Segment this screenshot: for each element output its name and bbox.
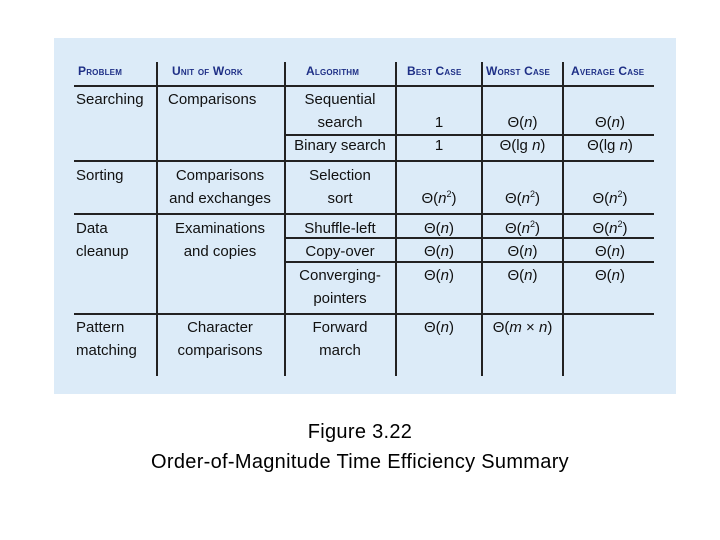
unit-examinations-1: Examinations <box>174 220 266 237</box>
worst-shuffle-left: $\Theta(n^2)$ <box>504 219 541 237</box>
best-sequential: 1 <box>434 114 444 131</box>
best-shuffle-left: Θ(n) <box>423 220 454 237</box>
figure-title: Order-of-Magnitude Time Efficiency Summary <box>151 451 569 473</box>
unit-character-2: comparisons <box>177 342 263 359</box>
header-unit-of-work: Unit of Work <box>172 64 243 78</box>
algo-shuffle-left: Shuffle-left <box>304 220 376 237</box>
algo-forward-2: march <box>319 342 361 359</box>
problem-searching: Searching <box>76 91 144 108</box>
algo-converging-2: pointers <box>313 290 367 307</box>
worst-forward: Θ(m × n) <box>492 319 553 336</box>
avg-shuffle-left: $\Theta(n^2)$ <box>592 219 628 237</box>
header-problem-text: Problem <box>78 64 123 78</box>
problem-cleanup: cleanup <box>76 243 129 260</box>
worst-sequential: Θ(n) <box>507 114 538 131</box>
header-best-case: Best Case <box>407 64 462 78</box>
best-binary: 1 <box>434 137 444 154</box>
worst-copy-over: Θ(n) <box>507 243 538 260</box>
unit-comparisons-exchanges-2: and exchanges <box>169 190 271 207</box>
algo-forward-1: Forward <box>312 319 368 336</box>
unit-examinations-2: and copies <box>183 243 257 260</box>
figure-number: Figure 3.22 <box>307 421 413 443</box>
problem-sorting: Sorting <box>76 167 124 184</box>
algo-binary: Binary search <box>294 137 386 154</box>
worst-selection: $\Theta(n^2)$ <box>504 189 541 207</box>
best-copy-over: Θ(n) <box>423 243 454 260</box>
best-converging: Θ(n) <box>423 267 454 284</box>
algo-selection-2: sort <box>327 190 353 207</box>
best-forward: Θ(n) <box>423 319 454 336</box>
avg-converging: Θ(n) <box>594 267 625 284</box>
group-rule-cleanup <box>74 213 654 215</box>
worst-converging: Θ(n) <box>507 267 538 284</box>
best-selection: $\Theta(n^2)$ <box>421 189 457 207</box>
worst-binary: Θ(lg n) <box>499 137 546 154</box>
algo-sequential-1: Sequential <box>304 91 376 108</box>
algo-converging-1: Converging- <box>299 267 381 284</box>
avg-binary: Θ(lg n) <box>587 137 633 154</box>
header-rule <box>74 85 654 87</box>
algo-sequential-2: search <box>317 114 363 131</box>
header-worst-case: Worst Case <box>486 64 550 78</box>
header-average-case: Average Case <box>571 64 645 78</box>
table-panel <box>54 38 676 394</box>
avg-copy-over: Θ(n) <box>594 243 625 260</box>
problem-pattern: Pattern <box>76 319 125 336</box>
unit-comparisons: Comparisons <box>168 91 257 108</box>
unit-character-1: Character <box>187 319 253 336</box>
avg-sequential: Θ(n) <box>594 114 625 131</box>
avg-selection: $\Theta(n^2)$ <box>592 189 628 207</box>
unit-comparisons-exchanges-1: Comparisons <box>175 167 265 184</box>
algo-copy-over: Copy-over <box>305 243 375 260</box>
problem-data: Data <box>76 220 108 237</box>
problem-matching: matching <box>76 342 137 359</box>
algo-selection-1: Selection <box>309 167 371 184</box>
header-algorithm: Algorithm <box>306 64 360 78</box>
group-rule-pattern <box>74 313 654 315</box>
group-rule-sorting <box>74 160 654 162</box>
